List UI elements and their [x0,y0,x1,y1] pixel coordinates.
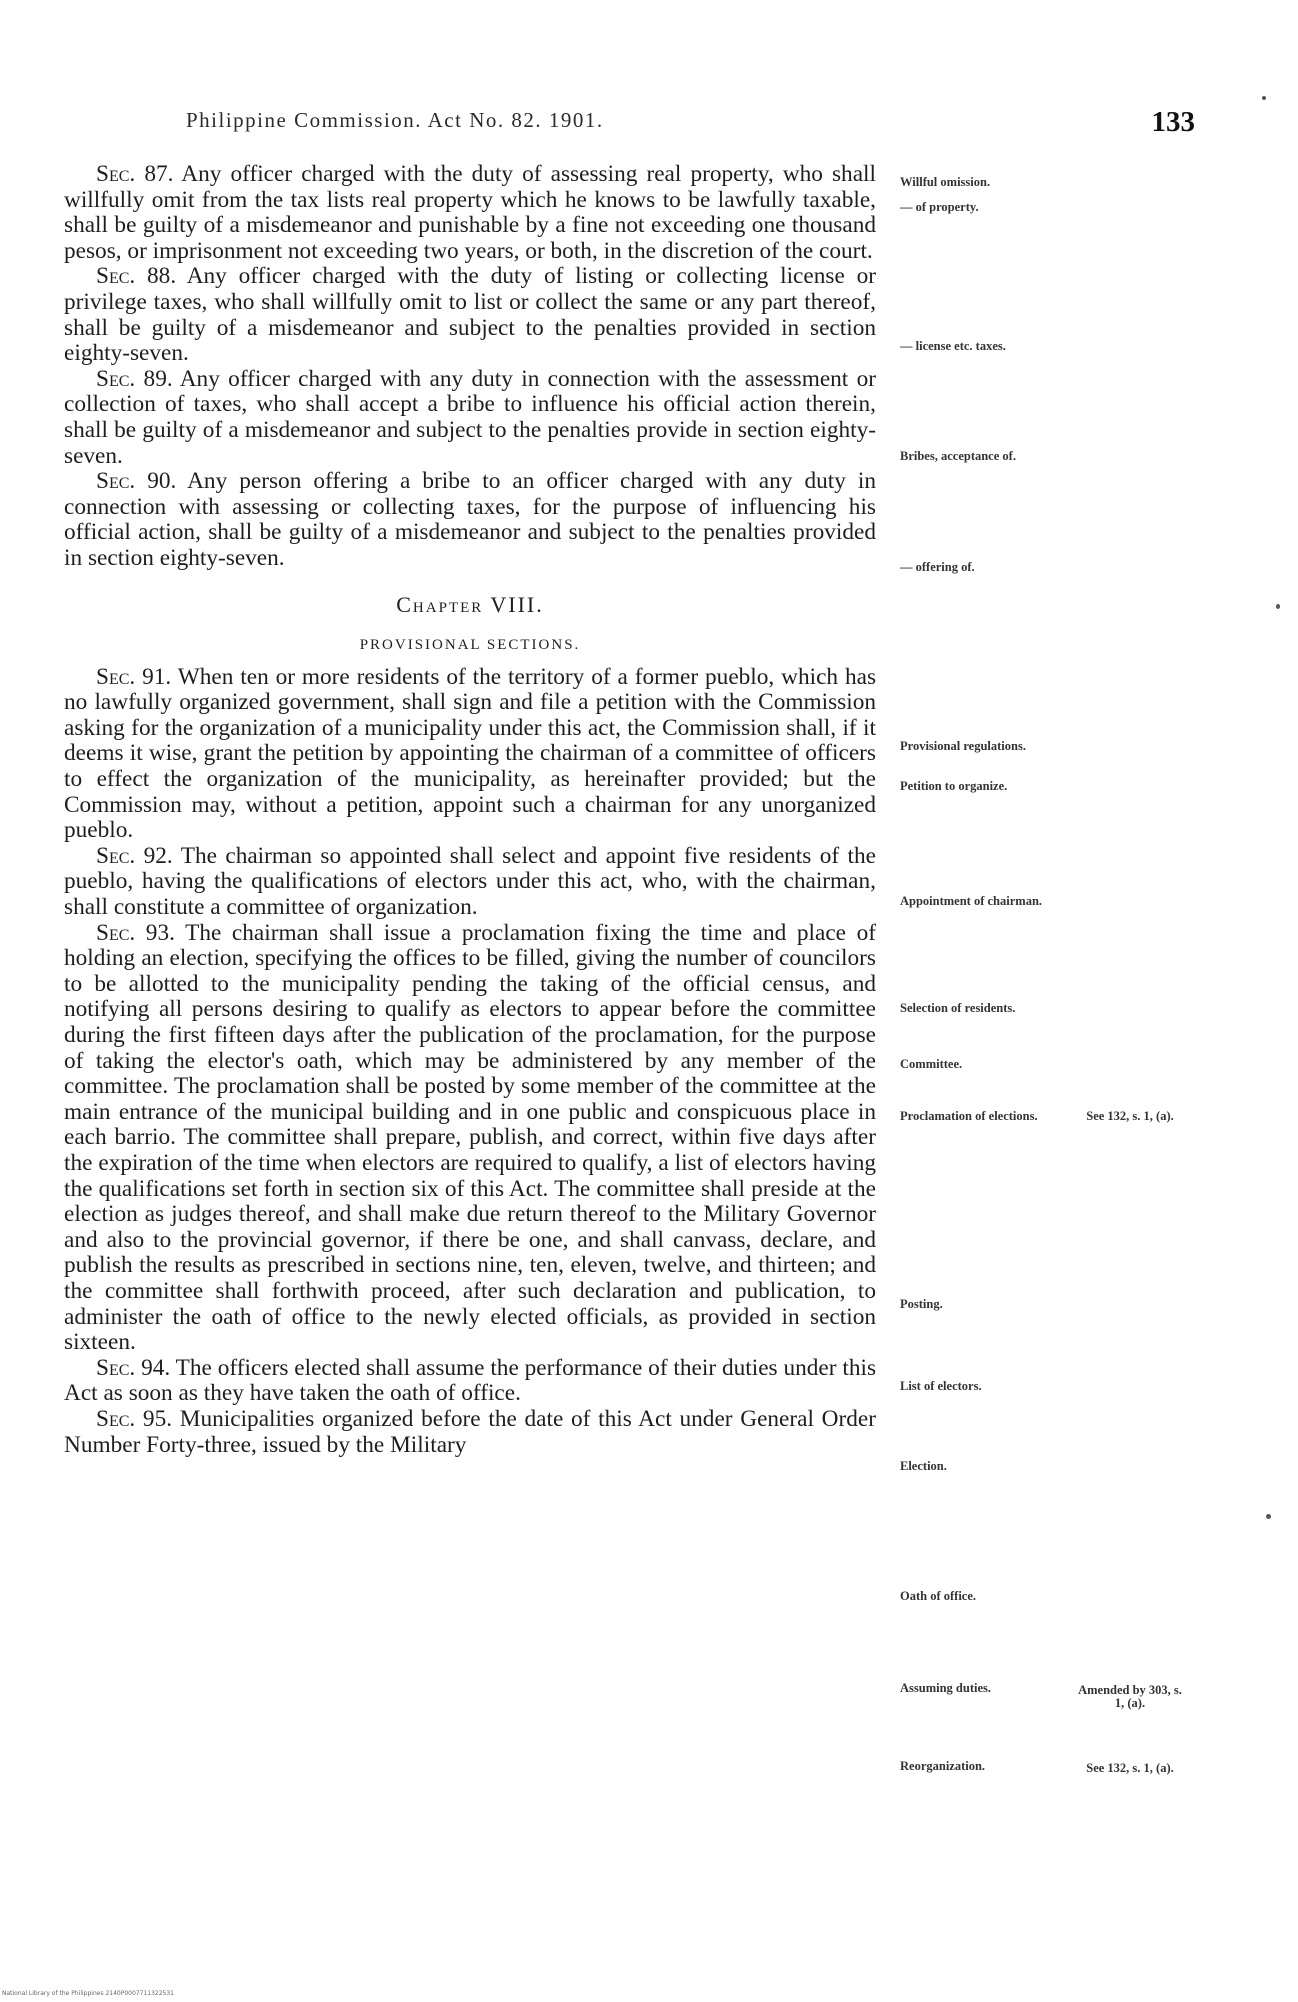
margin-note: Oath of office. [900,1589,977,1603]
section-90 [64,469,876,571]
cross-reference: See 132, s. 1, (a). [1086,1761,1174,1775]
running-header: Philippine Commission. Act No. 82. 1901. [186,108,604,132]
section-label: Sec. 91. [96,663,172,690]
chapter-title: Chapter VIII. [396,591,544,617]
margin-note: — of property. [900,200,979,214]
body-text [64,162,876,1458]
margin-note: Willful omission. [900,175,991,189]
section-text: Municipalities organized before the date of this Act under General Order Number Forty-three, issued by the Military [64,1405,876,1458]
section-91 [64,665,876,844]
cross-reference: See 132, s. 1, (a). [1086,1109,1174,1123]
section-text: Any person offering a bribe to an officer charged with any duty in connection with assessing or collecting taxes, for the purpose of influencing his official action, shall be guilty of a misdemeanor and subject to the penalties provided in section eighty-seven. [64,468,877,571]
section-text: The officers elected shall assume the performance of their duties under this Act as soon as they have taken the oath of office. [64,1354,877,1407]
section-text: Any officer charged with any duty in connection with the assessment or collection of taxes, who shall accept a bribe to influence his official action therein, shall be guilty of a misdemeanor and subject to the penalties provide in section eighty-seven. [64,365,877,469]
margin-note: — license etc. taxes. [900,339,1006,353]
section-text: Any officer charged with the duty of listing or collecting license or privilege taxes, who shall willfully omit to list or collect the same or any part thereof, shall be guilty of a misdemeanor and subject to the penalties provided in section eighty-seven. [64,263,876,367]
margin-note: Committee. [900,1057,963,1071]
section-label: Sec. 95. [96,1405,173,1432]
chapter-subtitle: PROVISIONAL SECTIONS. [359,637,581,654]
margin-note: — offering of. [900,560,975,574]
margin-note: Posting. [900,1297,943,1311]
margin-note: Reorganization. [900,1759,986,1773]
section-88 [64,264,876,366]
section-label: Sec. 89. [96,365,173,392]
section-label: Sec. 93. [96,919,175,946]
section-text: Any officer charged with the duty of assessing real property, who shall willfully omit from the tax lists real property which he knows to be lawfully taxable, shall be guilty of a misdemeanor and punishable by a fine not exceeding one thousand pesos, or imprisonment not exceeding two years, or both, in the discretion of the court. [64,161,876,264]
section-text: The chairman shall issue a proclamation fixing the time and place of holding an election, specifying the offices to be filled, giving the number of councilors to be allotted to the municipality pending the taking of the official census, and notifying all persons desiring to qualify as electors to appear before the committee during the first fifteen days after the publication of the proclamation, for the purpose of taking the elector's oath, which may be administered by any member of the committee. The proclamation shall be posted by some member of the committee at the main entrance of the municipal building and in one public and conspicuous place in each barrio. The committee shall prepare, publish, and correct, within five days after the expiration of the time when electors are required to qualify, a list of electors having the qualifications set forth in section six of this Act. The committee shall preside at the election as judges thereof, and shall make due return thereof to the Military Governor and also to the provincial governor, if there be one, and shall canvass, declare, and publish the results as prescribed in sections nine, ten, eleven, twelve, and thirteen; and the committee shall forthwith proceed, after such declaration and publication, to administer the oath of office to the newly elected officials, as provided in section sixteen. [64,919,876,1356]
margin-note: Bribes, acceptance of. [900,449,1016,463]
margin-note: Appointment of chairman. [900,894,1043,908]
section-label: Sec. 87. [96,161,174,187]
section-label: Sec. 88. [96,263,177,290]
margin-note: Selection of residents. [900,1001,1016,1015]
section-94 [64,1356,876,1407]
margin-note: Election. [900,1459,947,1473]
scan-speck [1266,1514,1271,1519]
section-label: Sec. 94. [96,1354,171,1381]
section-label: Sec. 92. [96,842,173,869]
section-87 [64,162,876,264]
margin-note: List of electors. [900,1379,982,1393]
section-92 [64,844,876,921]
section-text: When ten or more residents of the territory of a former pueblo, which has no lawfully organized government, shall sign and file a petition with the Commission asking for the organization of a municipality under this act, the Commission shall, if it deems it wise, grant the petition by appointing the chairman of a committee of officers to effect the organization of the municipality, as hereinafter provided; but the Commission may, without a petition, appoint such a chairman for any unorganized pueblo. [64,663,877,844]
section-93 [64,921,876,1356]
scan-footer: National Library of the Philippines 2140P0007711322531 [2,1990,174,1997]
section-95 [64,1407,876,1458]
cross-reference: Amended by 303, s. 1, (a). [1078,1683,1182,1710]
section-label: Sec. 90. [96,468,177,495]
scan-speck [1276,604,1280,609]
section-89 [64,367,876,469]
page-number: 133 [1151,106,1195,138]
margin-note: Assuming duties. [900,1681,991,1695]
scan-speck [1262,96,1266,100]
margin-note: Petition to organize. [900,779,1008,793]
margin-note: Proclamation of elections. [900,1109,1038,1123]
margin-note: Provisional regulations. [900,739,1026,753]
section-text: The chairman so appointed shall select and appoint five residents of the pueblo, having the qualifications of electors under this act, who, with the chairman, shall constitute a committee of organization. [64,842,877,921]
